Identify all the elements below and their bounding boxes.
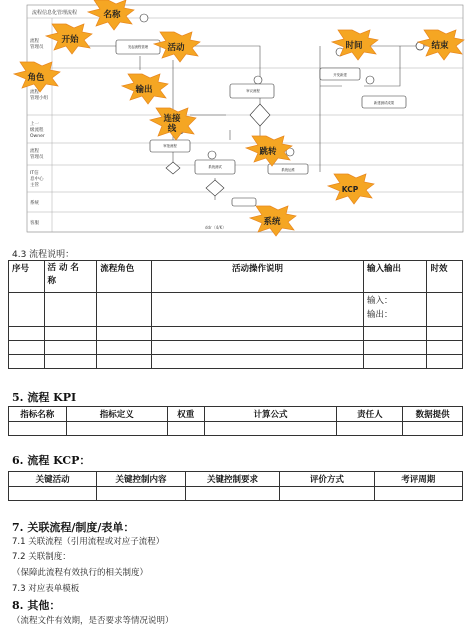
- table-cell[interactable]: [9, 487, 97, 501]
- col-header: 输入输出: [364, 261, 427, 293]
- clock-icon: [366, 76, 374, 84]
- col-header: 活 动 名 称: [44, 261, 97, 293]
- svg-text:Owner: Owner: [30, 134, 45, 139]
- table-cell[interactable]: [44, 327, 97, 341]
- diagram-title: 流程信息化管理流程: [32, 10, 78, 16]
- callout-label: KCP: [341, 185, 359, 194]
- callout-label: 开始: [61, 35, 79, 45]
- section-7-1: 7.1 关联流程（引用流程或对应子流程）: [12, 537, 165, 547]
- section-7-3: 7.3 对应表单模板: [12, 584, 80, 594]
- lane-label: 客服: [30, 221, 39, 226]
- table-cell[interactable]: [427, 327, 463, 341]
- table-cell[interactable]: [9, 327, 45, 341]
- svg-text:新建测试成果: 新建测试成果: [373, 101, 395, 105]
- table-cell[interactable]: [427, 355, 463, 369]
- table-cell[interactable]: [9, 293, 45, 327]
- callout-label: 时间: [345, 41, 363, 51]
- table-cell[interactable]: [364, 327, 427, 341]
- lane-label: 流程: [30, 90, 39, 95]
- section-7-2-note: （保障此流程有效执行的相关制度）: [12, 568, 149, 578]
- diagram-footer: ddr（4/K）: [205, 225, 227, 230]
- svg-text:审批流程: 审批流程: [163, 144, 177, 148]
- col-header: 序号: [9, 261, 45, 293]
- section-6-title: 6. 流程 KCP：: [12, 454, 91, 467]
- table-cell[interactable]: [66, 422, 167, 436]
- table-cell[interactable]: [168, 422, 205, 436]
- col-header: 指标名称: [9, 407, 67, 422]
- svg-text:系统测试: 系统测试: [208, 165, 222, 169]
- clock-icon: [254, 76, 262, 84]
- col-header: 计算公式: [204, 407, 337, 422]
- section-8-title: 8. 其他：: [12, 599, 61, 612]
- table-cell[interactable]: [152, 355, 364, 369]
- svg-text:审议流程: 审议流程: [246, 89, 260, 93]
- table-cell[interactable]: [44, 341, 97, 355]
- callout-label: 跳转: [259, 147, 277, 157]
- process-description-table: [8, 260, 463, 369]
- table-cell[interactable]: [152, 293, 364, 327]
- section-8-note: （流程文件有效期，是否要求等情况说明）: [12, 616, 174, 626]
- col-header: 责任人: [337, 407, 403, 422]
- svg-text:管理员: 管理员: [30, 45, 44, 50]
- svg-text:管理员: 管理员: [30, 155, 44, 160]
- table-cell[interactable]: [364, 293, 427, 327]
- process-diagram: [0, 0, 467, 240]
- table-cell[interactable]: [97, 293, 152, 327]
- callout-label: 输出: [135, 85, 153, 95]
- kcp-table: [8, 471, 463, 501]
- table-cell[interactable]: [97, 341, 152, 355]
- col-header: 指标定义: [66, 407, 167, 422]
- table-cell[interactable]: [364, 355, 427, 369]
- col-header: 流程角色: [97, 261, 152, 293]
- table-cell[interactable]: [44, 293, 97, 327]
- io-output-label: 输出：: [367, 310, 393, 320]
- table-cell[interactable]: [9, 341, 45, 355]
- callout-label: 活动: [167, 43, 185, 53]
- col-header: 考评周期: [374, 472, 462, 487]
- table-cell[interactable]: [374, 487, 462, 501]
- table-cell[interactable]: [44, 355, 97, 369]
- section-7-2: 7.2 关联制度：: [12, 552, 71, 562]
- table-cell[interactable]: [427, 293, 463, 327]
- section-5-title: 5. 流程 KPI: [12, 391, 77, 404]
- callout-label: 角色: [27, 73, 45, 83]
- callout-label: 名称: [103, 10, 121, 20]
- callout-label: 连接: [163, 114, 181, 124]
- table-cell[interactable]: [97, 355, 152, 369]
- table-cell[interactable]: [403, 422, 463, 436]
- table-cell[interactable]: [427, 341, 463, 355]
- callout-label: 结束: [431, 41, 449, 51]
- lane-label: 上一: [30, 122, 39, 127]
- col-header: 关键控制内容: [97, 472, 185, 487]
- table-cell[interactable]: [97, 327, 152, 341]
- svg-text:开发新建: 开发新建: [333, 73, 347, 77]
- svg-text:管理小组: 管理小组: [30, 96, 48, 101]
- lane-label: IT信: [30, 171, 39, 176]
- lane-label: 流程: [30, 149, 39, 154]
- lane-label: 流程: [30, 39, 39, 44]
- svg-text:级流程: 级流程: [30, 128, 44, 133]
- col-header: 活动操作说明: [152, 261, 364, 293]
- table-cell[interactable]: [152, 327, 364, 341]
- svg-text:息中心: 息中心: [30, 177, 44, 182]
- col-header: 关键活动: [9, 472, 97, 487]
- table-cell[interactable]: [152, 341, 364, 355]
- col-header: 评价方式: [280, 472, 374, 487]
- callout-label: 线: [167, 124, 177, 134]
- section-4-3-title: 4.3 流程说明：: [12, 250, 75, 260]
- callout-label: 系统: [263, 217, 281, 227]
- col-header: 关键控制要求: [185, 472, 279, 487]
- kpi-table: [8, 406, 463, 436]
- clock-icon: [140, 14, 148, 22]
- col-header: 时效: [427, 261, 463, 293]
- svg-text:发起流程管理: 发起流程管理: [127, 45, 149, 49]
- table-cell[interactable]: [185, 487, 279, 501]
- table-cell[interactable]: [204, 422, 337, 436]
- io-input-label: 输入：: [367, 296, 393, 306]
- activity-box: [232, 198, 256, 206]
- col-header: 权重: [168, 407, 205, 422]
- svg-text:主管: 主管: [30, 183, 39, 188]
- svg-text:系统运维: 系统运维: [281, 168, 295, 172]
- lane-label: 系统: [30, 201, 39, 206]
- table-cell[interactable]: [9, 422, 67, 436]
- table-cell[interactable]: [337, 422, 403, 436]
- col-header: 数据提供: [403, 407, 463, 422]
- section-7-title: 7. 关联流程/制度/表单：: [12, 521, 135, 534]
- table-cell[interactable]: [280, 487, 374, 501]
- table-cell[interactable]: [364, 341, 427, 355]
- table-cell[interactable]: [97, 487, 185, 501]
- table-cell[interactable]: [9, 355, 45, 369]
- clock-icon: [208, 151, 216, 159]
